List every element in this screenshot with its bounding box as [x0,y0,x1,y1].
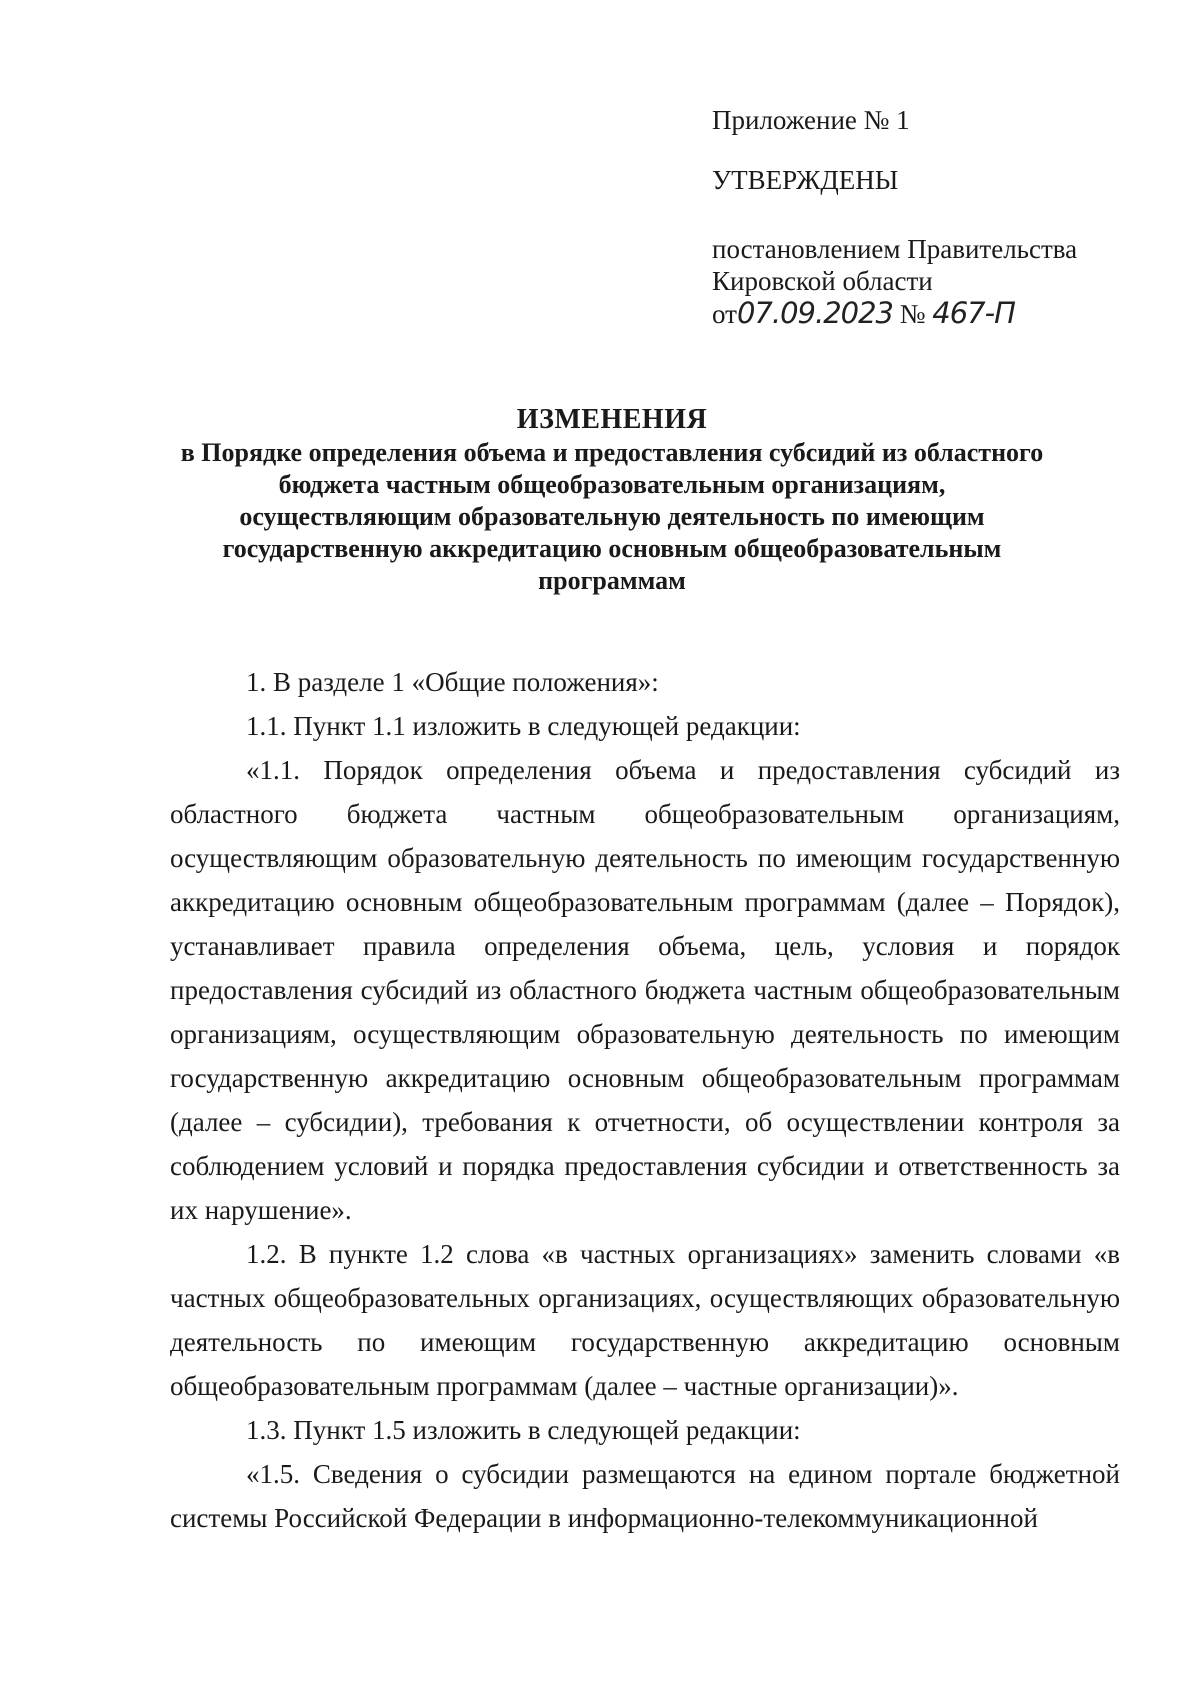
paragraph-item-1-1-text: «1.1. Порядок определения объема и предоставления субсидий из областного бюджета частным общеобразовательным организациям, осуществляющим образовательную деятельность по имеющим государственную аккредитацию основным общеобразовательным программам (далее – Порядок), устанавливает правила определения объема, цель, условия и порядок предоставления субсидий из областного бюджета частным общеобразовательным организациям, осуществляющим образовательную деятельность по имеющим государственную аккредитацию основным общеобразовательным программам (далее – субсидии), требования к отчетности, об осуществлении контроля за соблюдением условий и порядка предоставления субсидии и ответственность за их нарушение». [170,755,1120,1225]
date-prefix: от [712,299,737,329]
paragraph-item-1-3: 1.3. Пункт 1.5 изложить в следующей редакции: [246,1415,801,1445]
number-prefix: № [899,299,926,329]
document-body [170,660,1120,1540]
paragraph-item-1-2: 1.2. В пункте 1.2 слова «в частных организациях» заменить словами «в частных общеобразовательных организациях, осуществляющих образовательную деятельность по имеющим государственную аккредитацию основным общеобразовательным программам (далее – частные организации)». [170,1239,1120,1401]
paragraph-item-1-1: 1.1. Пункт 1.1 изложить в следующей редакции: [246,711,801,741]
paragraph-section-1: 1. В разделе 1 «Общие положения»: [246,667,659,697]
paragraph-item-1-5-text: «1.5. Сведения о субсидии размещаются на едином портале бюджетной системы Российской Федерации в информационно-телекоммуникационной [170,1459,1120,1533]
document-subtitle: в Порядке определения объема и предоставления субсидий из областного бюджета частным общеобразовательным организациям, осуществляющим образовательную деятельность по имеющим государственную аккредитацию основным общеобразовательным программам [180,438,1044,595]
approved-by-line-2: Кировской области [712,266,933,296]
handwritten-number: 467-П [932,296,1015,330]
handwritten-date: 07.09.2023 [736,296,893,330]
date-number-line [712,297,1152,330]
approval-block [712,104,1152,330]
annex-label: Приложение № 1 [712,105,910,135]
document-title-block [150,403,1074,597]
document-heading: ИЗМЕНЕНИЯ [516,404,708,435]
approved-label: УТВЕРЖДЕНЫ [712,165,899,195]
approved-by-line-1: постановлением Правительства [712,234,1078,264]
